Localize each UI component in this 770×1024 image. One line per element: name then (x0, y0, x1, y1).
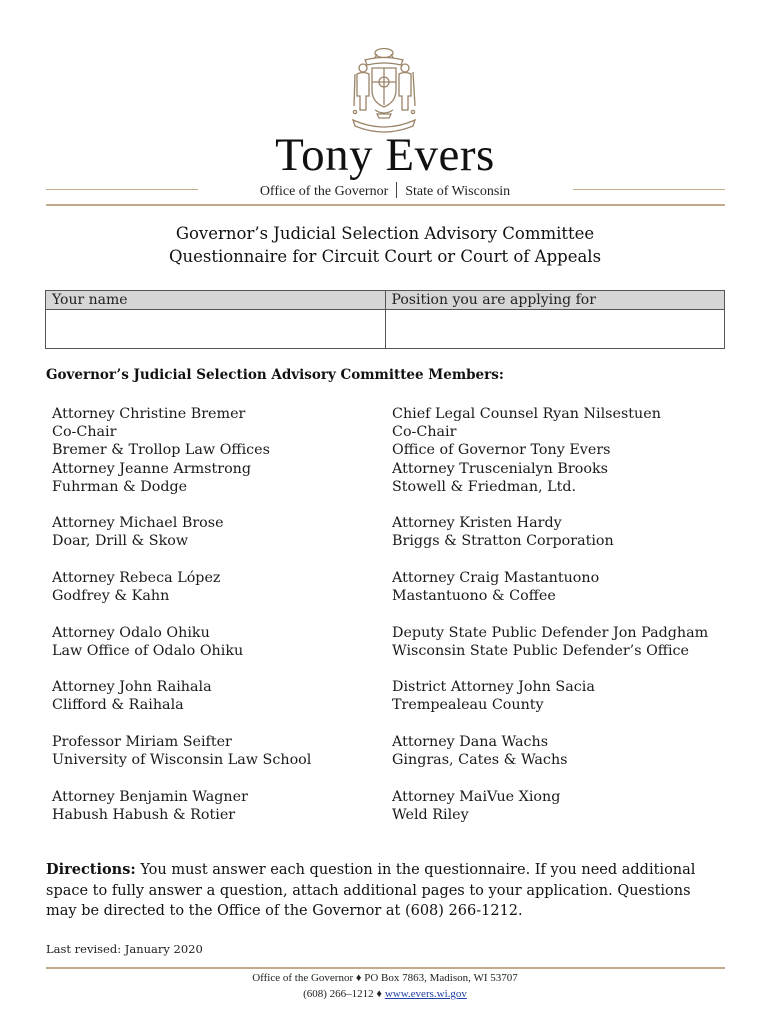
members-list (52, 405, 732, 843)
member-name: Professor Miriam Seifter (52, 734, 232, 751)
member-entry (52, 788, 392, 843)
letterhead-rule-right (573, 189, 725, 190)
member-name: Attorney Christine Bremer (52, 406, 246, 422)
office-label: Office of the Governor (259, 184, 389, 199)
position-field[interactable] (385, 310, 725, 349)
position-label: Position you are applying for (385, 291, 725, 310)
member-row (52, 514, 732, 569)
member-name: Attorney Michael Brose (52, 515, 224, 532)
title-line-2: Questionnaire for Circuit Court or Court of Appeals (168, 247, 602, 266)
member-detail: Godfrey & Kahn (52, 588, 170, 605)
letterhead-subtitle (0, 182, 770, 200)
member-detail: Trempealeau County (392, 697, 544, 714)
member-row (52, 678, 732, 733)
member-entry (52, 678, 392, 733)
member-name: Attorney Jeanne Armstrong (52, 460, 252, 477)
letterhead-rule (46, 204, 725, 206)
footer-phone: (608) 266–1212 ♦ (303, 988, 385, 1000)
last-revised: Last revised: January 2020 (46, 942, 203, 956)
member-row (52, 569, 732, 624)
footer-contact (0, 986, 770, 1002)
member-detail: Gingras, Cates & Wachs (392, 752, 568, 769)
member-row (52, 405, 732, 460)
member-detail: University of Wisconsin Law School (52, 752, 312, 769)
member-name: Attorney Odalo Ohiku (52, 624, 210, 641)
member-detail: Doar, Drill & Skow (52, 533, 189, 550)
subtitle-divider (396, 182, 397, 198)
member-entry (52, 733, 392, 788)
directions (46, 860, 718, 922)
state-label: State of Wisconsin (405, 184, 511, 199)
directions-text: You must answer each question in the questionnaire. If you need additional space to fully answer a question, attach additional pages to your application. Questions may be directed to the Office of the Governor at (608) 266-1212. (46, 862, 696, 919)
member-entry (52, 405, 392, 460)
member-name: Attorney John Raihala (52, 679, 212, 696)
title-line-1: Governor’s Judicial Selection Advisory Committee (175, 224, 595, 243)
footer-address: Office of the Governor ♦ PO Box 7863, Madison, WI 53707 (252, 972, 518, 984)
members-heading: Governor’s Judicial Selection Advisory Committee Members: (46, 367, 504, 383)
wisconsin-state-seal-icon (341, 44, 427, 136)
member-entry (52, 514, 392, 569)
your-name-label: Your name (46, 291, 386, 310)
member-detail: Co-Chair (52, 424, 117, 440)
member-entry (392, 733, 732, 788)
member-name: Attorney MaiVue Xiong (392, 788, 561, 805)
member-entry (392, 624, 732, 679)
member-detail: Fuhrman & Dodge (52, 478, 188, 495)
member-name: Attorney Benjamin Wagner (52, 788, 248, 805)
member-row (52, 733, 732, 788)
member-name: Deputy State Public Defender Jon Padgham (392, 624, 709, 641)
applicant-info-table (45, 290, 725, 349)
member-row (52, 460, 732, 515)
member-entry (392, 678, 732, 733)
member-name: Attorney Truscenialyn Brooks (392, 460, 608, 477)
footer (0, 970, 770, 1002)
member-detail: Mastantuono & Coffee (392, 588, 556, 605)
member-detail: Co-Chair (392, 424, 457, 440)
member-name: Attorney Craig Mastantuono (392, 570, 600, 587)
member-row (52, 788, 732, 843)
member-detail: Stowell & Friedman, Ltd. (392, 478, 577, 495)
member-detail: Briggs & Stratton Corporation (392, 533, 614, 550)
letterhead-rule-left (46, 189, 198, 190)
member-entry (52, 460, 392, 515)
website-link[interactable]: www.evers.wi.gov (384, 988, 467, 1000)
member-detail: Wisconsin State Public Defender’s Office (392, 642, 690, 659)
member-detail: Weld Riley (392, 806, 469, 823)
footer-rule (46, 967, 725, 969)
member-entry (52, 624, 392, 679)
member-name: Chief Legal Counsel Ryan Nilsestuen (392, 406, 661, 422)
your-name-field[interactable] (46, 310, 386, 349)
member-entry (52, 569, 392, 624)
member-entry (392, 569, 732, 624)
member-name: Attorney Rebeca López (52, 570, 221, 587)
member-entry (392, 788, 732, 843)
member-detail: Clifford & Raihala (52, 697, 184, 714)
member-detail: Bremer & Trollop Law Offices (52, 442, 270, 458)
member-detail: Law Office of Odalo Ohiku (52, 642, 244, 659)
governor-name: Tony Evers (275, 129, 495, 181)
directions-label: Directions: (46, 861, 136, 878)
member-detail: Office of Governor Tony Evers (392, 442, 611, 458)
member-name: District Attorney John Sacia (392, 679, 595, 696)
member-name: Attorney Dana Wachs (392, 734, 549, 751)
member-entry (392, 514, 732, 569)
member-row (52, 624, 732, 679)
member-entry (392, 460, 732, 515)
member-entry (392, 405, 732, 460)
member-detail: Habush Habush & Rotier (52, 806, 236, 823)
document-title (0, 222, 770, 268)
member-name: Attorney Kristen Hardy (392, 515, 562, 532)
